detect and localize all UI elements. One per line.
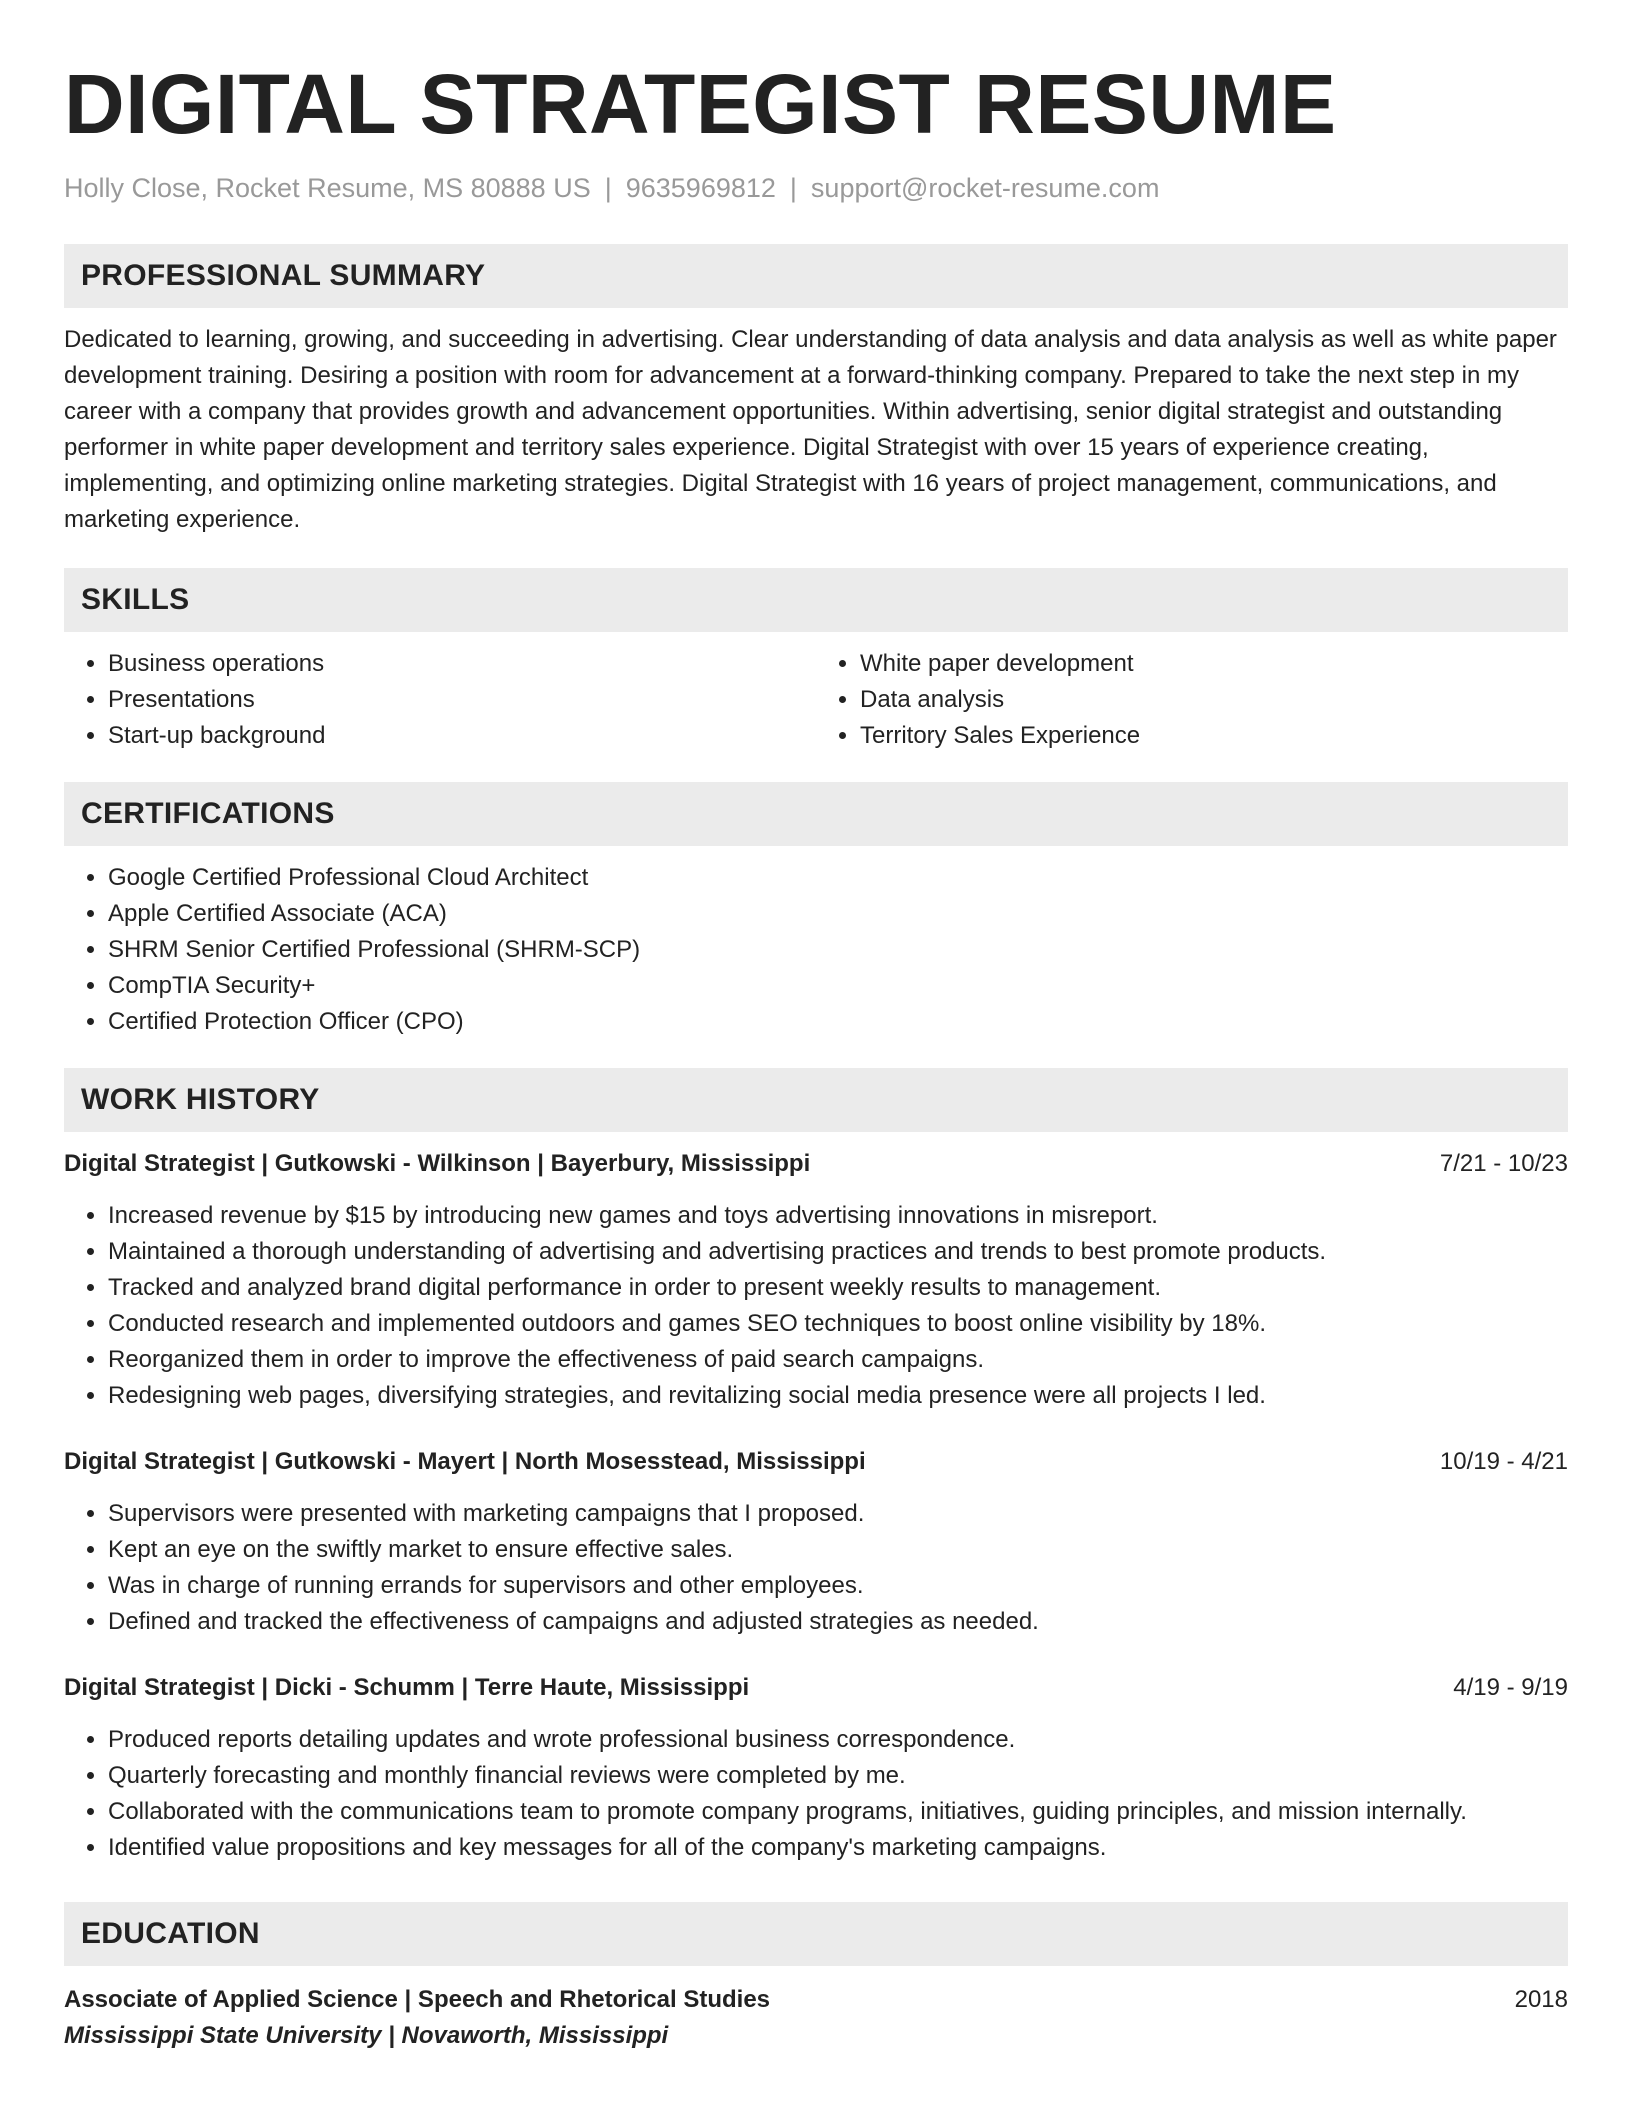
skill-item: • Business operations (108, 646, 816, 682)
section-header-work-history: WORK HISTORY (64, 1068, 1568, 1132)
section-header-certifications: CERTIFICATIONS (64, 782, 1568, 846)
job-bullet: • Maintained a thorough understanding of advertising and advertising practices and trends to best promote products. (108, 1234, 1568, 1270)
skill-item: • White paper development (860, 646, 1568, 682)
job-header (64, 1146, 1568, 1182)
job-bullet: • Conducted research and implemented outdoors and games SEO techniques to boost online visibility by 18%. (108, 1306, 1568, 1342)
education-year: 2018 (1514, 1986, 1568, 2013)
section-header-education: EDUCATION (64, 1902, 1568, 1966)
job-entry (64, 1444, 1568, 1640)
section-header-skills: SKILLS (64, 568, 1568, 632)
section-header-summary: PROFESSIONAL SUMMARY (64, 244, 1568, 308)
contact-phone: 9635969812 (625, 173, 776, 203)
job-bullet: • Kept an eye on the swiftly market to ensure effective sales. (108, 1532, 1568, 1568)
certification-item: • Certified Protection Officer (CPO) (108, 1004, 1568, 1040)
skills-list-left (64, 646, 816, 754)
skills-list-right (816, 646, 1568, 754)
contact-line (64, 170, 1568, 206)
job-dates: 10/19 - 4/21 (1439, 1448, 1568, 1475)
job-header (64, 1670, 1568, 1706)
skill-item: • Territory Sales Experience (860, 718, 1568, 754)
certifications-list (64, 860, 1568, 1040)
job-bullet: • Tracked and analyzed brand digital performance in order to present weekly results to management. (108, 1270, 1568, 1306)
job-bullet: • Redesigning web pages, diversifying strategies, and revitalizing social media presence were all projects I led. (108, 1378, 1568, 1414)
skill-item: • Start-up background (108, 718, 816, 754)
job-header (64, 1444, 1568, 1480)
contact-email: support@rocket-resume.com (810, 173, 1160, 203)
contact-separator: | (604, 173, 612, 203)
job-bullet: • Identified value propositions and key messages for all of the company's marketing campaigns. (108, 1830, 1568, 1866)
certification-item: • Google Certified Professional Cloud Architect (108, 860, 1568, 896)
job-dates: 7/21 - 10/23 (1439, 1150, 1568, 1177)
contact-address: Holly Close, Rocket Resume, MS 80888 US (64, 173, 591, 203)
education-school: Mississippi State University | Novaworth, Mississippi (64, 2022, 669, 2049)
education-header (64, 1982, 1568, 2018)
certification-item: • SHRM Senior Certified Professional (SHRM-SCP) (108, 932, 1568, 968)
job-entry (64, 1670, 1568, 1866)
education-entry (64, 1982, 1568, 2054)
skills-grid (64, 646, 1568, 754)
job-entry (64, 1146, 1568, 1414)
job-title: Digital Strategist | Dicki - Schumm | Terre Haute, Mississippi (64, 1674, 750, 1701)
job-dates: 4/19 - 9/19 (1453, 1674, 1568, 1701)
job-bullets (64, 1198, 1568, 1414)
job-bullets (64, 1722, 1568, 1866)
job-bullets (64, 1496, 1568, 1640)
contact-separator: | (789, 173, 797, 203)
resume-title: DIGITAL STRATEGIST RESUME (64, 57, 1337, 151)
education-degree: Associate of Applied Science | Speech and Rhetorical Studies (64, 1986, 771, 2013)
job-title: Digital Strategist | Gutkowski - Mayert | North Mosesstead, Mississippi (64, 1448, 866, 1475)
job-title: Digital Strategist | Gutkowski - Wilkinson | Bayerbury, Mississippi (64, 1150, 811, 1177)
job-bullet: • Collaborated with the communications team to promote company programs, initiatives, guiding principles, and mission internally. (108, 1794, 1568, 1830)
certification-item: • Apple Certified Associate (ACA) (108, 896, 1568, 932)
job-bullet: • Was in charge of running errands for supervisors and other employees. (108, 1568, 1568, 1604)
job-bullet: • Quarterly forecasting and monthly financial reviews were completed by me. (108, 1758, 1568, 1794)
job-bullet: • Increased revenue by $15 by introducing new games and toys advertising innovations in misreport. (108, 1198, 1568, 1234)
skill-item: • Presentations (108, 682, 816, 718)
skill-item: • Data analysis (860, 682, 1568, 718)
job-bullet: • Produced reports detailing updates and wrote professional business correspondence. (108, 1722, 1568, 1758)
certification-item: • CompTIA Security+ (108, 968, 1568, 1004)
job-bullet: • Defined and tracked the effectiveness of campaigns and adjusted strategies as needed. (108, 1604, 1568, 1640)
summary-text: Dedicated to learning, growing, and succeeding in advertising. Clear understanding of data analysis and data analysis as well as white paper development training. Desiring a position with room for advancement at a forward-thinking company. Prepared to take the next step in my career with a company that provides growth and advancement opportunities. Within advertising, senior digital strategist and outstanding performer in white paper development and territory sales experience. Digital Strategist with over 15 years of experience creating, implementing, and optimizing online marketing strategies. Digital Strategist with 16 years of project management, communications, and marketing experience. (64, 326, 1557, 533)
job-bullet: • Supervisors were presented with marketing campaigns that I proposed. (108, 1496, 1568, 1532)
job-bullet: • Reorganized them in order to improve the effectiveness of paid search campaigns. (108, 1342, 1568, 1378)
